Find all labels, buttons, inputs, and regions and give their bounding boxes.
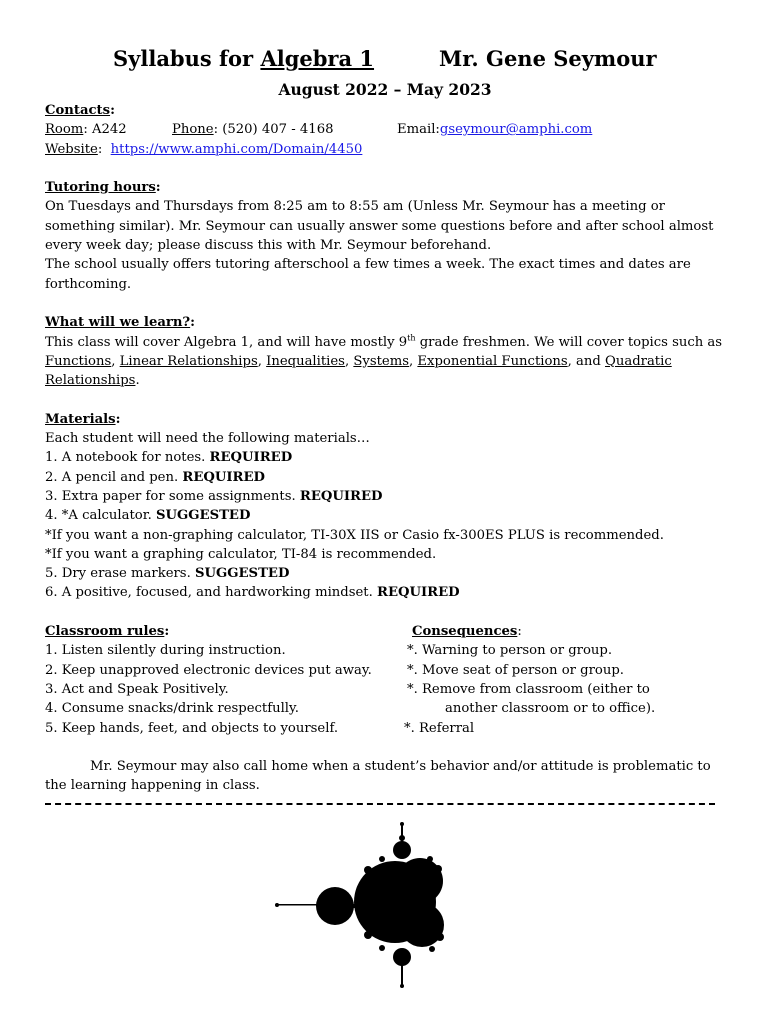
course-name: Algebra 1	[260, 46, 375, 71]
calculator-note-2: *If you want a graphing calculator, TI-84 is recommended.	[45, 546, 437, 562]
required-tag: REQUIRED	[209, 450, 293, 466]
material-item: 4. *A calculator. SUGGESTED	[45, 508, 251, 524]
material-item: 5. Dry erase markers. SUGGESTED	[45, 566, 290, 582]
topic-functions: Functions	[45, 353, 112, 369]
tutoring-paragraph-2: The school usually offers tutoring afterschool a few times a week. The exact times and dates are forthcoming.	[45, 257, 691, 292]
materials-heading-line: Materials:	[45, 411, 121, 427]
learn-heading: What will we learn?	[45, 315, 191, 331]
teacher-name: Mr. Gene Seymour	[439, 46, 657, 71]
consequence-item: *. Warning to person or group.	[407, 643, 613, 659]
school-year-dates: August 2022 – May 2023	[278, 80, 492, 99]
material-item: 3. Extra paper for some assignments. REQUIRED	[45, 488, 383, 504]
email-info	[397, 120, 592, 139]
rules-heading: Classroom rules	[45, 624, 165, 640]
consequence-item: *. Move seat of person or group.	[407, 662, 624, 678]
tutoring-paragraph-1: On Tuesdays and Thursdays from 8:25 am to 8:55 am (Unless Mr. Seymour has a meeting or something similar). Mr. Seymour can usually answer some questions before and after school almost every week day; please discuss this with Mr. Seymour beforehand.	[45, 199, 714, 254]
material-item: 6. A positive, focused, and hardworking mindset. REQUIRED	[45, 585, 460, 601]
room-info	[45, 120, 172, 139]
rules-section	[45, 622, 730, 757]
learn-paragraph: This class will cover Algebra 1, and will have mostly 9th grade freshmen. We will cover topics such as Functions, Linear Relationships, Inequalities, Systems, Exponential Functions, and Quadratic Relationships.	[45, 333, 723, 389]
materials-heading: Materials	[45, 411, 116, 427]
materials-intro: Each student will need the following materials…	[45, 431, 370, 447]
consequence-item-continued: another classroom or to office).	[445, 701, 656, 717]
topic-systems: Systems	[353, 353, 409, 369]
tutoring-heading-line: Tutoring hours:	[45, 180, 161, 196]
website-label: Website	[45, 141, 98, 157]
phone-info	[172, 120, 397, 139]
required-tag: REQUIRED	[376, 585, 460, 601]
rule-item: 4. Consume snacks/drink respectfully.	[45, 701, 299, 717]
required-tag: REQUIRED	[299, 488, 383, 504]
rule-item: 1. Listen silently during instruction.	[45, 643, 286, 659]
consequence-item: *. Remove from classroom (either to	[407, 681, 650, 697]
consequence-item: *. Referral	[404, 720, 475, 736]
rule-item: 3. Act and Speak Positively.	[45, 681, 229, 697]
phone-label: Phone	[172, 122, 214, 138]
room-label: Room	[45, 122, 84, 138]
calculator-note-1: *If you want a non-graphing calculator, TI-30X IIS or Casio fx-300ES PLUS is recommended.	[45, 527, 664, 543]
email-link[interactable]: gseymour@amphi.com	[439, 122, 593, 138]
consequences-column: Consequences: *. Warning to person or group. *. Move seat of person or group. *. Remove from classroom (either to another classroom or to office). *. Referral	[407, 622, 737, 738]
material-item: 2. A pencil and pen. REQUIRED	[45, 469, 265, 485]
consequences-heading: Consequences	[412, 624, 518, 640]
closing-paragraph: Mr. Seymour may also call home when a student’s behavior and/or attitude is problematic to the learning happening in class.	[45, 759, 711, 794]
topic-exponential-functions: Exponential Functions	[417, 353, 568, 369]
title-prefix: Syllabus for	[113, 46, 261, 71]
suggested-tag: SUGGESTED	[194, 566, 290, 582]
room-value: : A242	[83, 122, 127, 138]
learn-heading-line: What will we learn?:	[45, 315, 196, 331]
syllabus-body	[45, 101, 730, 796]
material-item: 1. A notebook for notes. REQUIRED	[45, 450, 293, 466]
suggested-tag: SUGGESTED	[156, 508, 251, 524]
topic-linear-relationships: Linear Relationships	[119, 353, 258, 369]
topic-quadratic-relationships: Quadratic Relationships	[45, 353, 672, 389]
contacts-heading: Contacts	[45, 103, 111, 118]
contacts-row	[45, 120, 730, 139]
email-label: Email:	[397, 122, 440, 138]
tutoring-heading: Tutoring hours	[45, 180, 156, 196]
website-row: Website: https://www.amphi.com/Domain/4450	[45, 141, 363, 157]
rule-item: 5. Keep hands, feet, and objects to yourself.	[45, 720, 339, 736]
contacts-heading-line: Contacts:	[45, 103, 115, 118]
topic-inequalities: Inequalities	[266, 353, 345, 369]
cut-line-divider	[45, 803, 715, 805]
rule-item: 2. Keep unapproved electronic devices put away.	[45, 662, 372, 678]
required-tag: REQUIRED	[182, 469, 265, 485]
classroom-rules-column: Classroom rules: 1. Listen silently during instruction. 2. Keep unapproved electronic devices put away. 3. Act and Speak Positively. 4. Consume snacks/drink respectfully. 5. Keep hands, feet, and objects to yourself.	[45, 622, 405, 738]
phone-value: : (520) 407 - 4168	[213, 122, 334, 138]
website-link[interactable]: https://www.amphi.com/Domain/4450	[110, 141, 363, 157]
mandelbrot-fractal-image	[270, 815, 480, 995]
